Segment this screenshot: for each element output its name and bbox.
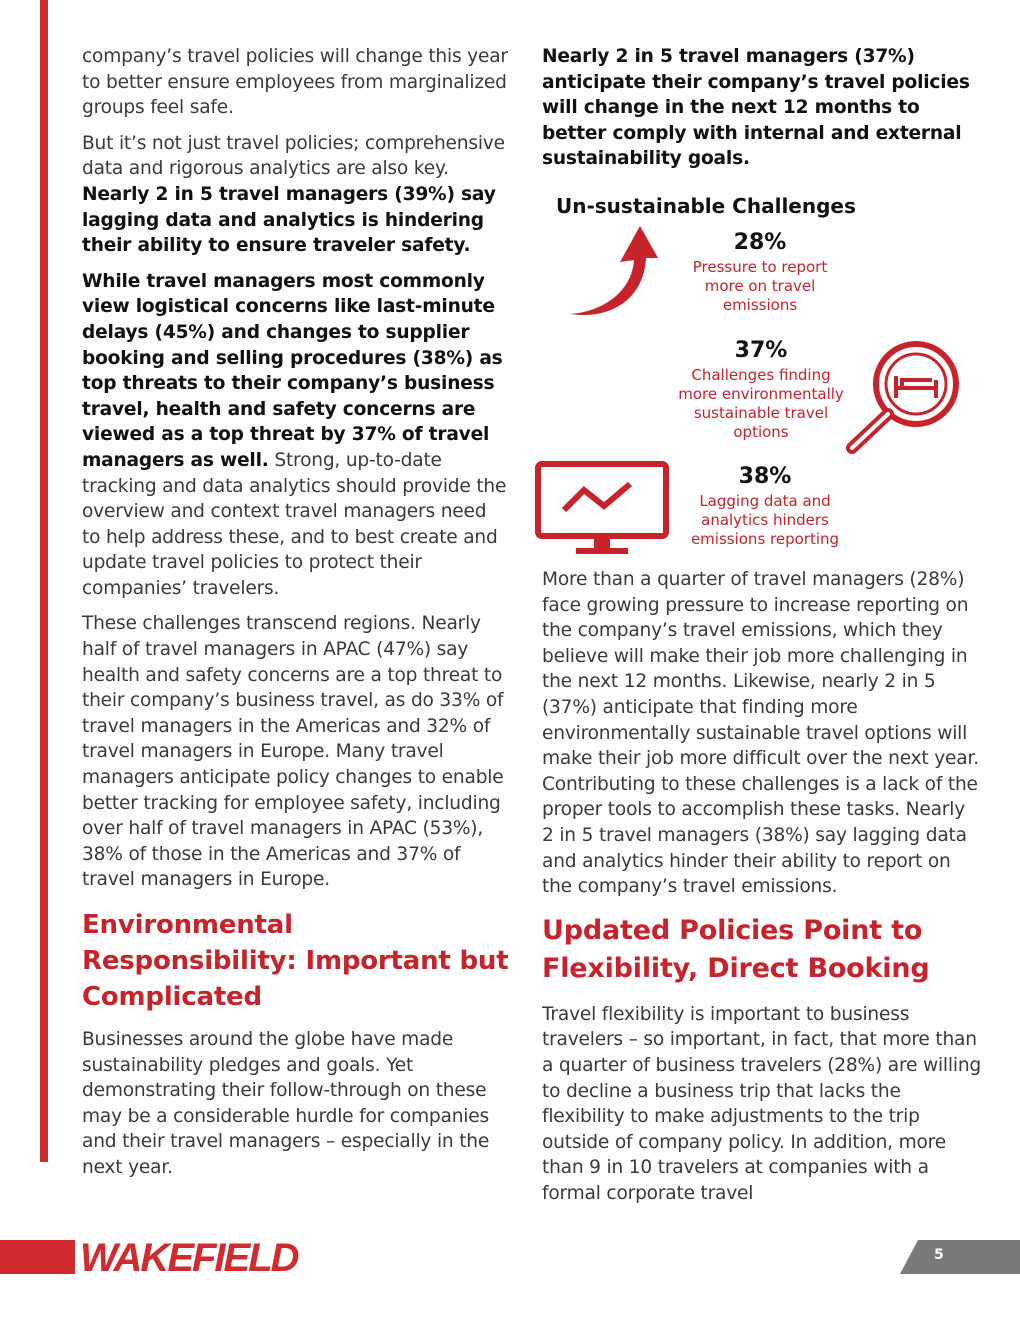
intro-bold: Nearly 2 in 5 travel managers (37%) anticipate their company’s travel policies will change in the next 12 months to better comply with internal and external sustainability goals.: [542, 46, 970, 170]
paragraph: But it’s not just travel policies; comprehensive data and rigorous analytics are also key. Nearly 2 in 5 travel managers (39%) say lagging data and analytics is hindering their ability to ensure traveler safety.: [82, 132, 505, 257]
stat-37: 37% Challenges finding more environmentally sustainable travel options: [678, 338, 844, 441]
stat-38: 38% Lagging data and analytics hinders emissions reporting: [690, 464, 840, 548]
section-heading: Environmental Responsibility: Important but Complicated: [82, 910, 509, 1012]
right-intro: [542, 44, 982, 182]
paragraph: These challenges transcend regions. Nearly half of travel managers in APAC (47%) say health and safety concerns are a top threat to their company’s business travel, as do 33% of travel managers in the Americas and 32% of travel managers in Europe. Many travel managers anticipate policy changes to enable better tracking for employee safety, including over half of travel managers in APAC (53%), 38% of those in the Americas and 37% of travel managers in Europe.: [82, 613, 504, 891]
paragraph: Travel flexibility is important to business travelers – so important, in fact, that more than a quarter of business travelers (28%) are willing to decline a business trip that lacks the flexibility to make adjustments to the trip outside of company policy. In addition, more than 9 in 10 travelers at companies with a formal corporate travel: [542, 1003, 982, 1204]
page-number-tab: [900, 1240, 1020, 1274]
magnifier-bed-icon: [836, 336, 976, 460]
paragraph: Businesses around the globe have made sustainability pledges and goals. Yet demonstrating their follow-through on these may be a considerable hurdle for companies and their travel managers – especially in the next year.: [82, 1029, 490, 1178]
paragraph: More than a quarter of travel managers (28%) face growing pressure to increase reporting on the company’s travel emissions, which they believe will make their job more challenging in the next 12 months. Likewise, nearly 2 in 5 (37%) anticipate that finding more environmentally sustainable travel options will make their job more difficult over the next year. Contributing to these challenges is a lack of the proper tools to accomplish these tasks. Nearly 2 in 5 travel managers (38%) say lagging data and analytics hinder their ability to report on the company’s travel emissions.: [542, 569, 979, 898]
left-column: [82, 44, 510, 1191]
left-accent-bar: [40, 0, 48, 1162]
section-heading: Updated Policies Point to Flexibility, Direct Booking: [542, 914, 930, 984]
paragraph: While travel managers most commonly view logistical concerns like last-minute delays (45%) and changes to supplier booking and selling procedures (38%) as top threats to their company’s business travel, health and safety concerns are viewed as a top threat by 37% of travel managers as well. Strong, up-to-date tracking and data analytics should provide the overview and context travel managers need to help address these, and to best create and update travel policies to protect their companies’ travelers.: [82, 270, 507, 599]
arrow-up-icon: [562, 222, 662, 322]
right-column-body: [542, 567, 982, 1216]
wakefield-logo: WAKEFIELD: [80, 1236, 298, 1280]
footer-accent-bar: [0, 1240, 75, 1274]
stat-28: 28% Pressure to report more on travel emissions: [692, 230, 828, 314]
infographic-title: Un-sustainable Challenges: [556, 194, 856, 218]
paragraph: company’s travel policies will change this year to better ensure employees from marginalized groups feel safe.: [82, 46, 508, 119]
page-number: 5: [934, 1247, 944, 1263]
monitor-chart-icon: [532, 460, 672, 560]
